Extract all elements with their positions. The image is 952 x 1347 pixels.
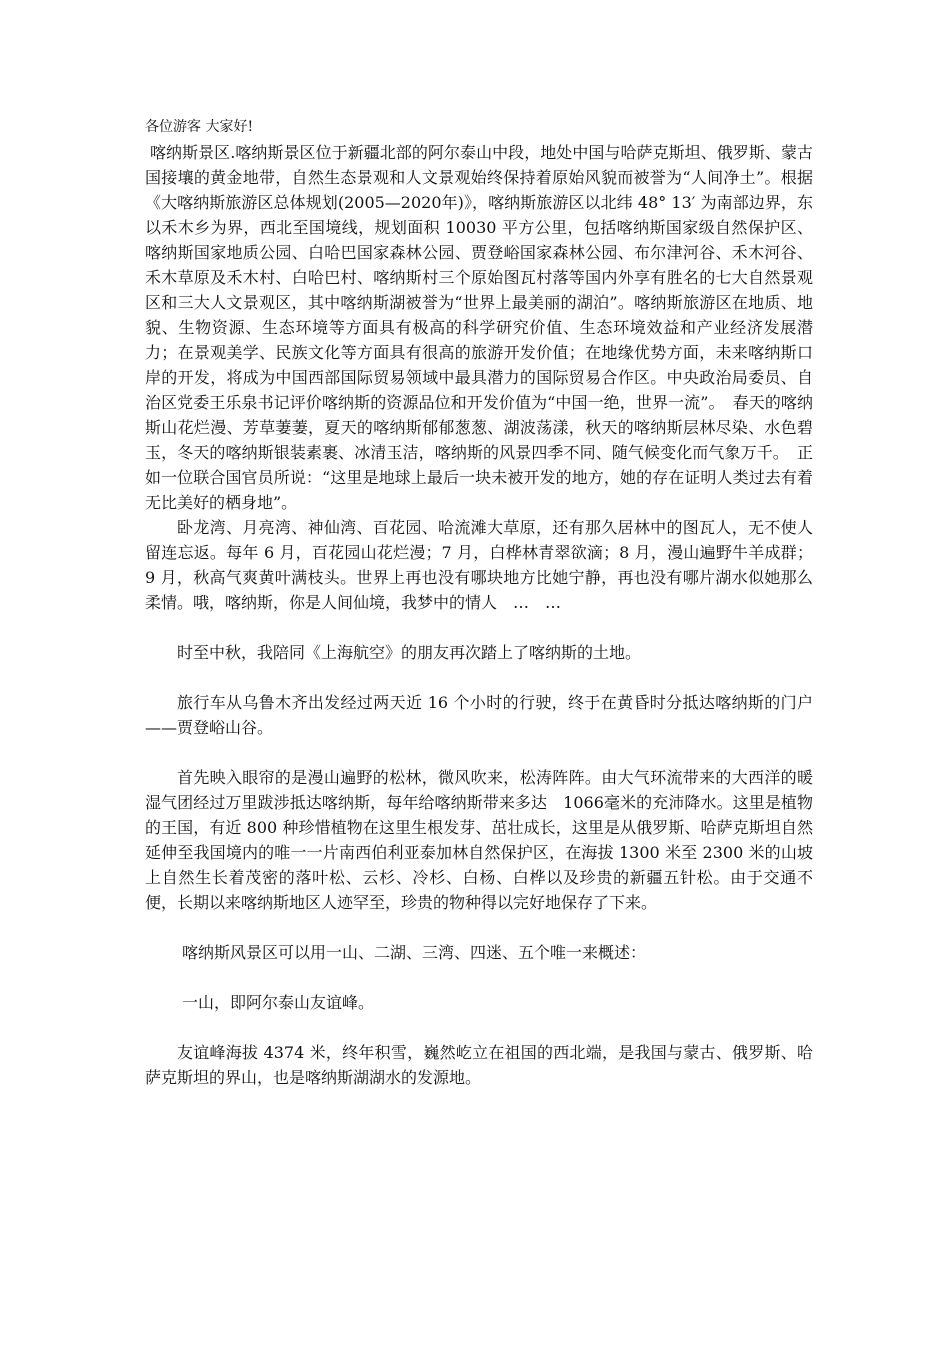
paragraph-summary: 喀纳斯风景区可以用一山、二湖、三湾、四迷、五个唯一来概述： xyxy=(182,943,647,962)
greeting-line: 各位游客 大家好! xyxy=(145,119,254,135)
paragraph-intro: 喀纳斯景区.喀纳斯景区位于新疆北部的阿尔泰山中段，地处中国与哈萨克斯坦、俄罗斯、蒙古国接壤的黄金地带，自然生态景观和人文景观始终保持着原始风貌而被誉为“人间净土”。根据《大喀纳斯旅游区总体规划(2005—2020年)》，喀纳斯旅游区以北纬 48° 13′ 为南部边界，东以禾木乡为界，西北至国境线，规划面积 10030 平方公里，包括喀纳斯国家级自然保护区、喀纳斯国家地质公园、白哈巴国家森林公园、贾登峪国家森林公园、布尔津河谷、禾木河谷、禾木草原及禾木村、白哈巴村、喀纳斯村三个原始图瓦村落等国内外享有胜名的七大自然景观区和三大人文景观区，其中喀纳斯湖被誉为“世界上最美丽的湖泊”。喀纳斯旅游区在地质、地貌、生物资源、生态环境等方面具有极高的科学研究价值、生态环境效益和产业经济发展潜力；在景观美学、民族文化等方面具有很高的旅游开发价值；在地缘优势方面，未来喀纳斯口岸的开发，将成为中国西部国际贸易领域中最具潜力的国际贸易合作区。中央政治局委员、自治区党委王乐泉书记评价喀纳斯的资源品位和开发价值为“中国一绝，世界一流”。 春天的喀纳斯山花烂漫、芳草萋萋，夏天的喀纳斯郁郁葱葱、湖波荡漾，秋天的喀纳斯层林尽染、水色碧玉，冬天的喀纳斯银装素裹、冰清玉洁，喀纳斯的风景四季不同、随气候变化而气象万千。 正如一位联合国官员所说：“这里是地球上最后一块未被开发的地方，她的存在证明人类过去有着无比美好的栖身地”。 xyxy=(145,143,813,512)
paragraph-scenery: 卧龙湾、月亮湾、神仙湾、百花园、哈流滩大草原，还有那久居林中的图瓦人，无不使人留连忘返。每年 6 月，百花园山花烂漫；7 月，白桦林青翠欲滴；8 月，漫山遍野牛羊成群；9 月，秋高气爽黄叶满枝头。世界上再也没有哪块地方比她宁静，再也没有哪片湖水似她那么柔情。哦，喀纳斯，你是人间仙境，我梦中的情人 … … xyxy=(145,518,813,612)
document-body xyxy=(145,114,813,1090)
paragraph-mid-autumn: 时至中秋，我陪同《上海航空》的朋友再次踏上了喀纳斯的土地。 xyxy=(177,643,642,662)
paragraph-forest: 首先映入眼帘的是漫山遍野的松林，微风吹来，松涛阵阵。由大气环流带来的大西洋的暖湿气团经过万里跋涉抵达喀纳斯，每年给喀纳斯带来多达 1066毫米的充沛降水。这里是植物的王国，有近 800 种珍惜植物在这里生根发芽、茁壮成长，这里是从俄罗斯、哈萨克斯坦自然延伸至我国境内的唯一一片南西伯利亚泰加林自然保护区，在海拔 1300 米至 2300 米的山坡上自然生长着茂密的落叶松、云杉、冷杉、白杨、白桦以及珍贵的新疆五针松。由于交通不便，长期以来喀纳斯地区人迹罕至，珍贵的物种得以完好地保存了下来。 xyxy=(145,768,813,912)
paragraph-friendship-peak: 友谊峰海拔 4374 米，终年积雪，巍然屹立在祖国的西北端，是我国与蒙古、俄罗斯、哈萨克斯坦的界山，也是喀纳斯湖湖水的发源地。 xyxy=(145,1043,813,1087)
paragraph-one-mountain: 一山，即阿尔泰山友谊峰。 xyxy=(182,993,375,1012)
paragraph-journey: 旅行车从乌鲁木齐出发经过两天近 16 个小时的行驶，终于在黄昏时分抵达喀纳斯的门户——贾登峪山谷。 xyxy=(145,693,813,737)
